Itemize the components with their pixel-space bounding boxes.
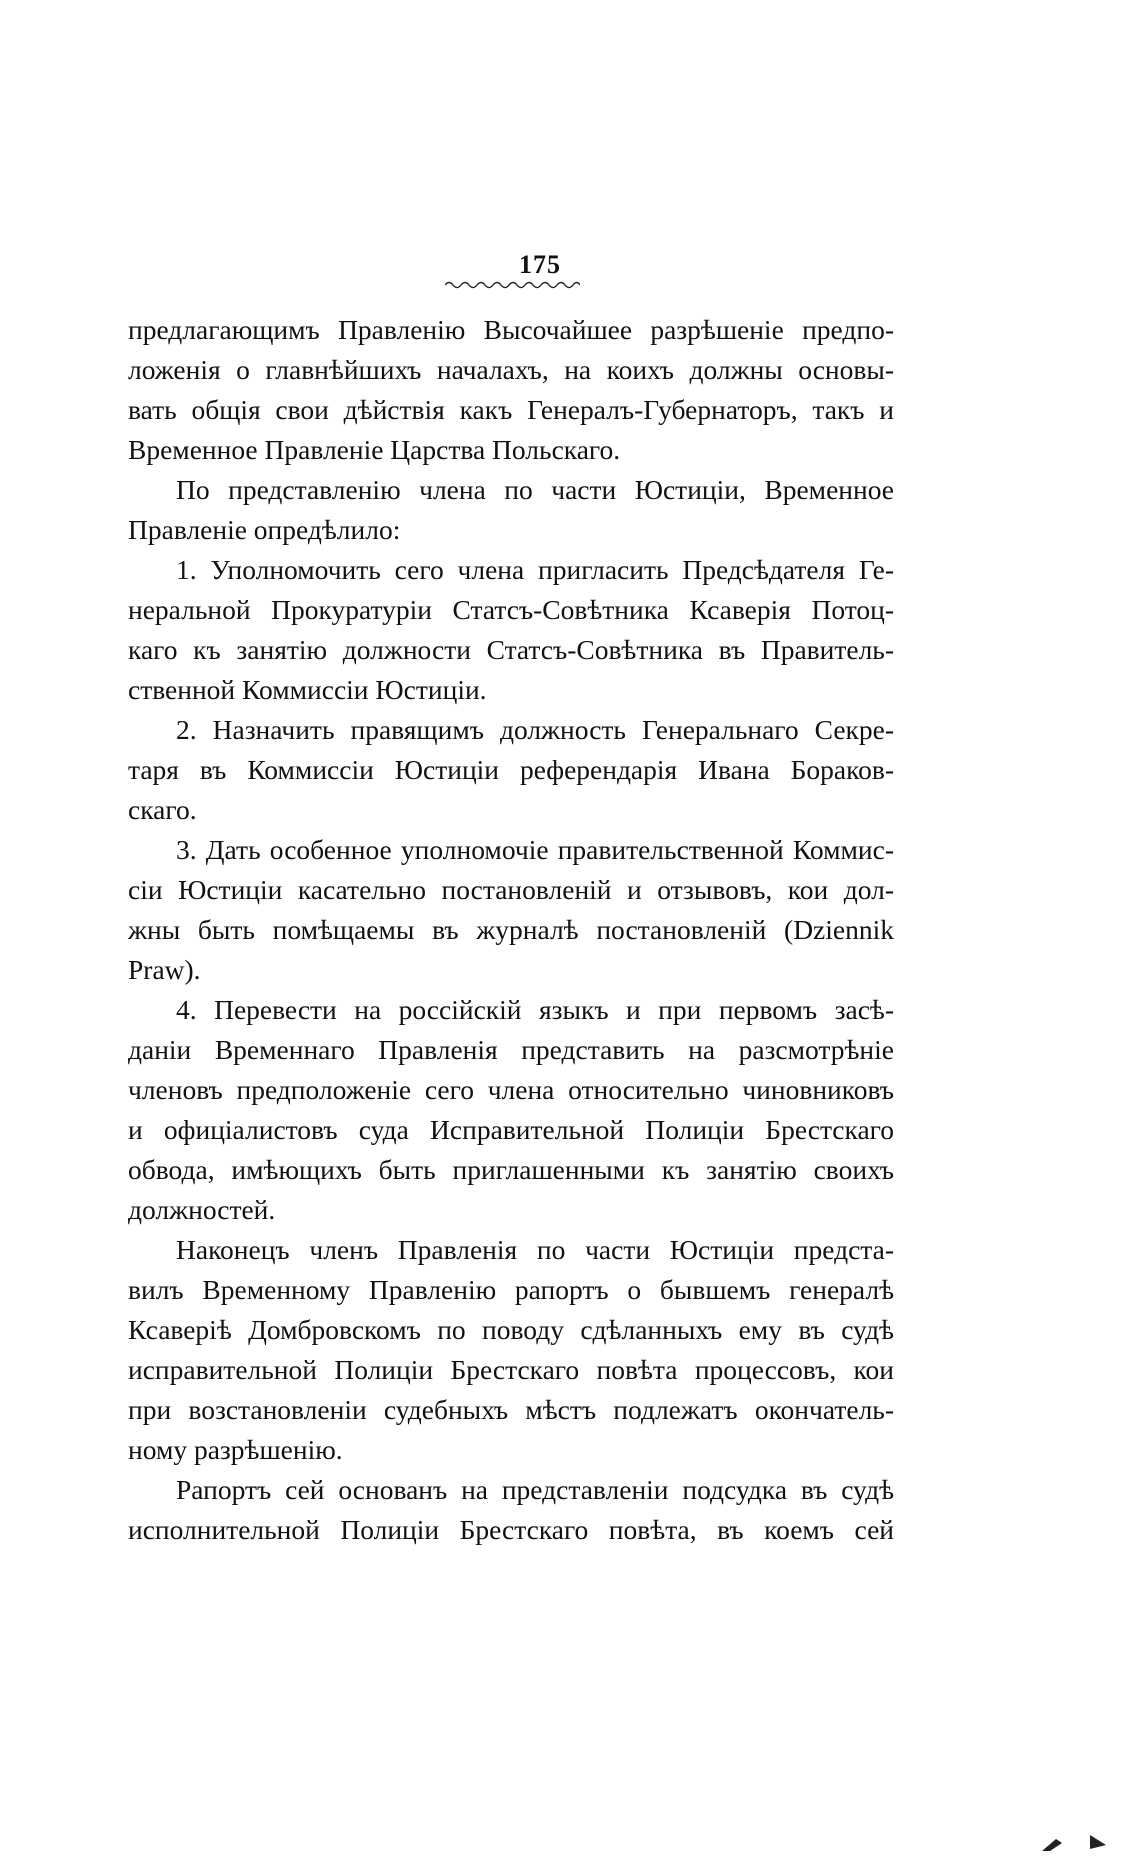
text-line: 2. Назначить правящимъ должность Генеральнаго Секре- (176, 714, 894, 745)
text-line: сіи Юстиціи касательно постановленій и отзывовъ, кои дол- (128, 874, 894, 905)
body-text (128, 310, 894, 1550)
text-line: даніи Временнаго Правленія представить на разсмотрѣніе (128, 1034, 894, 1065)
text-line: 3. Дать особенное уполномочіе правительственной Коммис- (176, 834, 894, 865)
text-line: Правленіе опредѣлило: (128, 514, 401, 545)
text-line: таря въ Коммиссіи Юстиціи референдарія Ивана Бораков- (128, 754, 894, 785)
text-line: 1. Уполномочить сего члена пригласить Предсѣдателя Ге- (176, 554, 894, 585)
page-number: 175 (519, 250, 561, 279)
text-line: скаго. (128, 794, 197, 825)
text-line: неральной Прокуратуріи Статсъ-Совѣтника Ксаверія Потоц- (128, 594, 894, 625)
text-line: ственной Коммиссіи Юстиціи. (128, 674, 487, 705)
text-line: 4. Перевести на россійскій языкъ и при первомъ засѣ- (176, 994, 894, 1025)
text-line: исполнительной Полиціи Брестскаго повѣта, въ коемъ сей (128, 1514, 894, 1545)
text-line: при возстановленіи судебныхъ мѣстъ подлежатъ окончатель- (128, 1394, 894, 1425)
text-line: жны быть помѣщаемы въ журналѣ постановленій (Dziennik (128, 914, 894, 945)
text-line: и офиціалистовъ суда Исправительной Полиціи Брестскаго (128, 1114, 894, 1145)
text-line: Рапортъ сей основанъ на представленіи подсудка въ судѣ (176, 1474, 894, 1505)
text-line: вать общія свои дѣйствія какъ Генералъ-Губернаторъ, такъ и (128, 394, 894, 425)
text-line: Praw). (128, 954, 201, 985)
text-line: По представленію члена по части Юстиціи, Временное (176, 474, 894, 505)
text-line: каго къ занятію должности Статсъ-Совѣтника въ Правитель- (128, 634, 894, 665)
text-line: Временное Правленіе Царства Польскаго. (128, 434, 621, 465)
text-line: Наконецъ членъ Правленія по части Юстиціи предста- (176, 1234, 894, 1265)
text-line: обвода, имѣющихъ быть приглашенными къ занятію своихъ (128, 1154, 894, 1185)
text-line: ному разрѣшенію. (128, 1434, 343, 1465)
text-line: Ксаверіѣ Домбровскомъ по поводу сдѣланныхъ ему въ судѣ (128, 1314, 894, 1345)
text-line: членовъ предположеніе сего члена относительно чиновниковъ (128, 1074, 894, 1105)
text-line: исправительной Полиціи Брестскаго повѣта процессовъ, кои (128, 1354, 894, 1385)
scan-mark-icon (1040, 1825, 1110, 1855)
text-line: ложенія о главнѣйшихъ началахъ, на коихъ должны основы- (128, 354, 894, 385)
text-line: вилъ Временному Правленію рапортъ о бывшемъ генералѣ (128, 1274, 894, 1305)
wavy-underline-ornament (445, 280, 580, 290)
text-line: предлагающимъ Правленію Высочайшее разрѣшеніе предпо- (128, 314, 894, 345)
text-line: должностей. (128, 1194, 276, 1225)
